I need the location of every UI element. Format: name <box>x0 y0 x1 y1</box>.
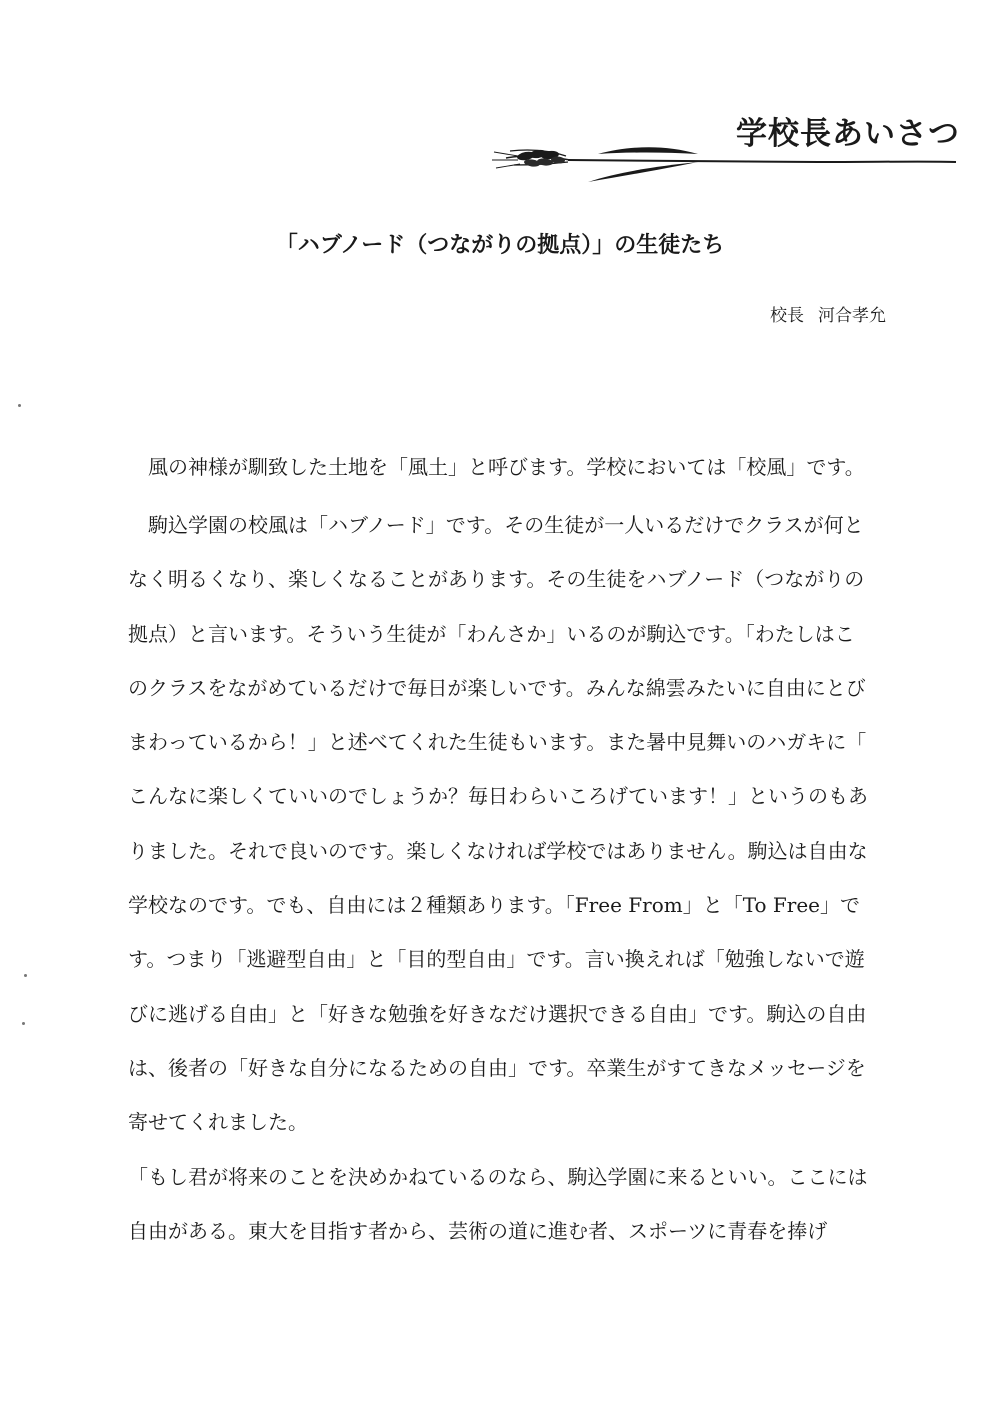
article-title: 「ハブノード（つながりの拠点）」の生徒たち <box>275 232 725 258</box>
body-line: のクラスをながめているだけで毎日が楽しいです。みんな綿雲みたいに自由にとび <box>128 675 866 700</box>
body-line: まわっているから！」と述べてくれた生徒もいます。また暑中見舞いのハガキに「 <box>128 730 867 755</box>
scan-speck <box>18 404 21 407</box>
body-line: は、後者の「好きな自分になるための自由」です。卒業生がすてきなメッセージを <box>128 1055 866 1080</box>
article-body <box>128 445 880 1263</box>
scan-speck <box>24 974 27 977</box>
body-line: 自由がある。東大を目指す者から、芸術の道に進む者、スポーツに青春を捧げ <box>128 1218 828 1243</box>
body-line: 学校なのです。でも、自由には２種類あります。「Free From」と「To Free」で <box>128 893 861 918</box>
body-line: 駒込学園の校風は「ハブノード」です。その生徒が一人いるだけでクラスが何と <box>128 513 864 537</box>
body-line: 寄せてくれました。 <box>128 1110 308 1135</box>
author-name: 河合孝允 <box>818 306 886 326</box>
body-line: 「もし君が将来のことを決めかねているのなら、駒込学園に来るといい。ここには <box>128 1164 868 1189</box>
body-line: す。つまり「逃避型自由」と「目的型自由」です。言い換えれば「勉強しないで遊 <box>128 947 865 972</box>
author-role: 校長 <box>770 306 804 326</box>
body-line: こんなに楽しくていいのでしょうか？毎日わらいころげています！」というのもあ <box>128 784 868 809</box>
body-line: びに逃げる自由」と「好きな勉強を好きなだけ選択できる自由」です。駒込の自由 <box>128 1001 867 1026</box>
body-line: 風の神様が馴致した土地を「風土」と呼びます。学校においては「校風」です。 <box>128 455 865 479</box>
body-line: りました。それで良いのです。楽しくなければ学校ではありません。駒込は自由な <box>128 838 868 863</box>
author-line <box>700 301 886 326</box>
section-title: 学校長あいさつ <box>736 116 960 152</box>
wheat-ear-icon <box>488 132 958 194</box>
body-line: 拠点）と言います。そういう生徒が「わんさか」いるのが駒込です。「わたしはこ <box>128 621 855 646</box>
scan-speck <box>22 1022 25 1025</box>
body-line: なく明るくなり、楽しくなることがあります。その生徒をハブノード（つながりの <box>128 567 865 592</box>
